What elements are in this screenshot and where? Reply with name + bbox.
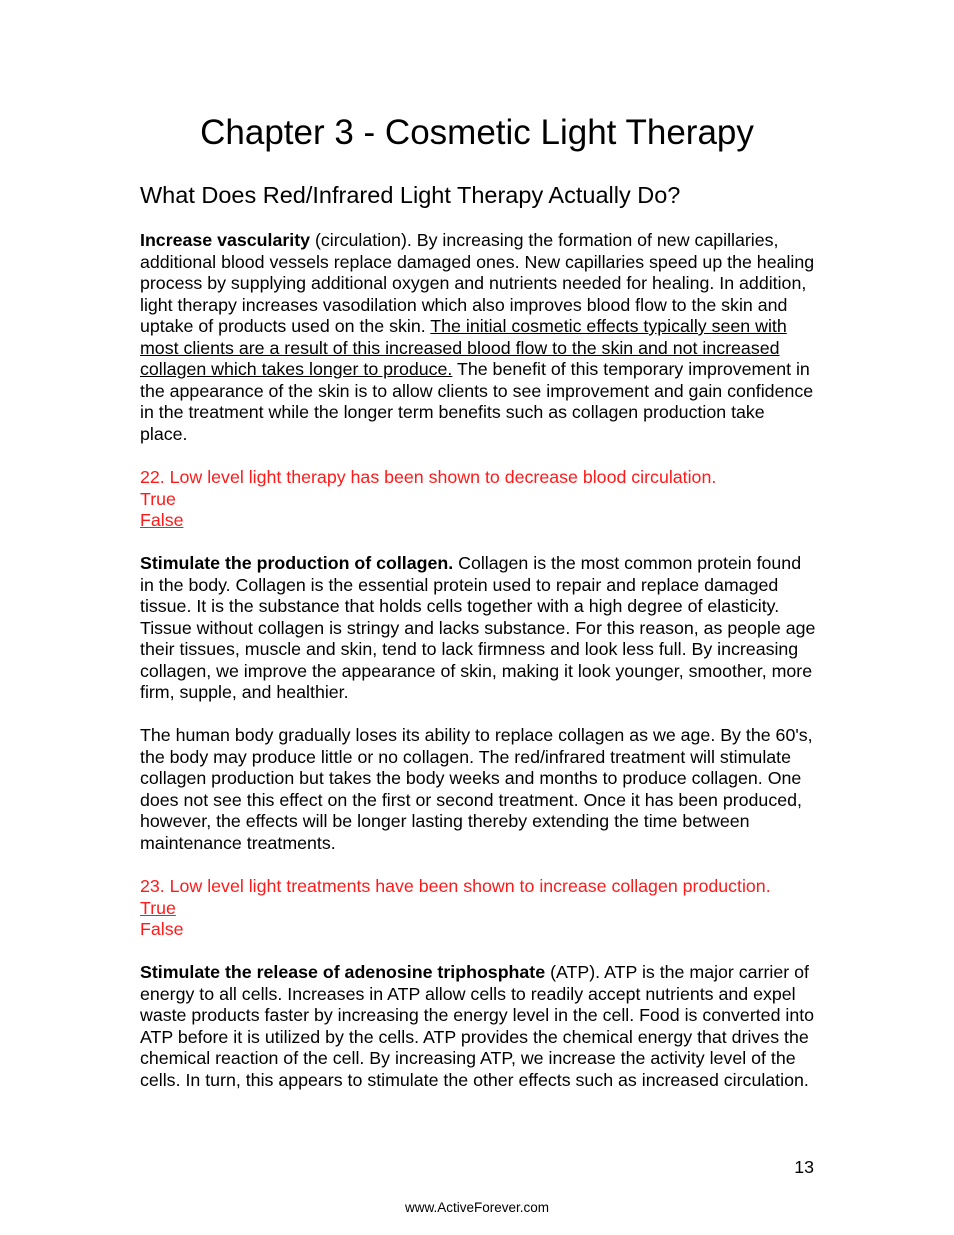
paragraph-text: (circulation). By increasing the formation of new capillaries, additional blood vessels replace damaged ones. New capillaries speed up the healing process by supplying additional oxygen and nutrients needed for healing. In addition, light therapy increases vasodilation which also improves blood flow to the skin and uptake of products used on the skin. bbox=[140, 230, 815, 336]
paragraph-vascularity bbox=[140, 230, 816, 445]
chapter-title: Chapter 3 - Cosmetic Light Therapy bbox=[200, 113, 754, 152]
paragraph-collagen-age bbox=[140, 725, 816, 854]
quiz-question-23 bbox=[140, 876, 816, 941]
paragraph-lead-bold: Increase vascularity bbox=[140, 230, 311, 250]
paragraph-lead-bold: Stimulate the release of adenosine triphosphate bbox=[140, 962, 546, 982]
paragraph-text: The benefit of this temporary improvement in the appearance of the skin is to allow clients to see improvement and gain confidence in the treatment while the longer term benefits such as collagen production take place. bbox=[140, 359, 814, 444]
quiz-question-text: 23. Low level light treatments have been shown to increase collagen production. bbox=[140, 876, 771, 896]
paragraph-text: (ATP). ATP is the major carrier of energy to all cells. Increases in ATP allow cells to readily accept nutrients and expel waste products faster by increasing the energy level in the cell. Food is converted into ATP before it is utilized by the cells. ATP provides the chemical energy that drives the chemical reaction of the cell. By increasing ATP, we increase the activity level of the cells. In turn, this appears to stimulate the other effects such as increased circulation. bbox=[140, 962, 815, 1090]
quiz-option-false-answer: False bbox=[140, 510, 184, 530]
paragraph-atp bbox=[140, 962, 816, 1091]
page-number: 13 bbox=[794, 1157, 814, 1177]
quiz-option-false: False bbox=[140, 919, 184, 939]
paragraph-lead-bold: Stimulate the production of collagen. bbox=[140, 553, 454, 573]
section-heading: What Does Red/Infrared Light Therapy Actually Do? bbox=[140, 182, 681, 208]
quiz-option-true: True bbox=[140, 488, 176, 509]
quiz-question-22 bbox=[140, 467, 816, 532]
paragraph-collagen bbox=[140, 553, 816, 704]
footer-url: www.ActiveForever.com bbox=[404, 1200, 550, 1215]
underlined-text: The initial cosmetic effects typically seen with most clients are a result of this increased blood flow to the skin and not increased collagen which takes longer to produce. bbox=[140, 316, 787, 379]
paragraph-text: Collagen is the most common protein found in the body. Collagen is the essential protein used to repair and replace damaged tissue. It is the substance that holds cells together with a high degree of elasticity. Tissue without collagen is stringy and lacks substance. For this reason, as people age their tissues, muscle and skin, tend to lack firmness and look less full. By increasing collagen, we improve the appearance of skin, making it look younger, smoother, more firm, supple, and healthier. bbox=[140, 553, 816, 702]
quiz-question-text: 22. Low level light therapy has been shown to decrease blood circulation. bbox=[140, 467, 717, 487]
paragraph-text: The human body gradually loses its ability to replace collagen as we age. By the 60's, the body may produce little or no collagen. The red/infrared treatment will stimulate collagen production but takes the body weeks and months to produce collagen. One does not see this effect on the first or second treatment. Once it has been produced, however, the effects will be longer lasting thereby extending the time between maintenance treatments. bbox=[140, 725, 813, 853]
quiz-option-true-answer: True bbox=[140, 897, 176, 918]
